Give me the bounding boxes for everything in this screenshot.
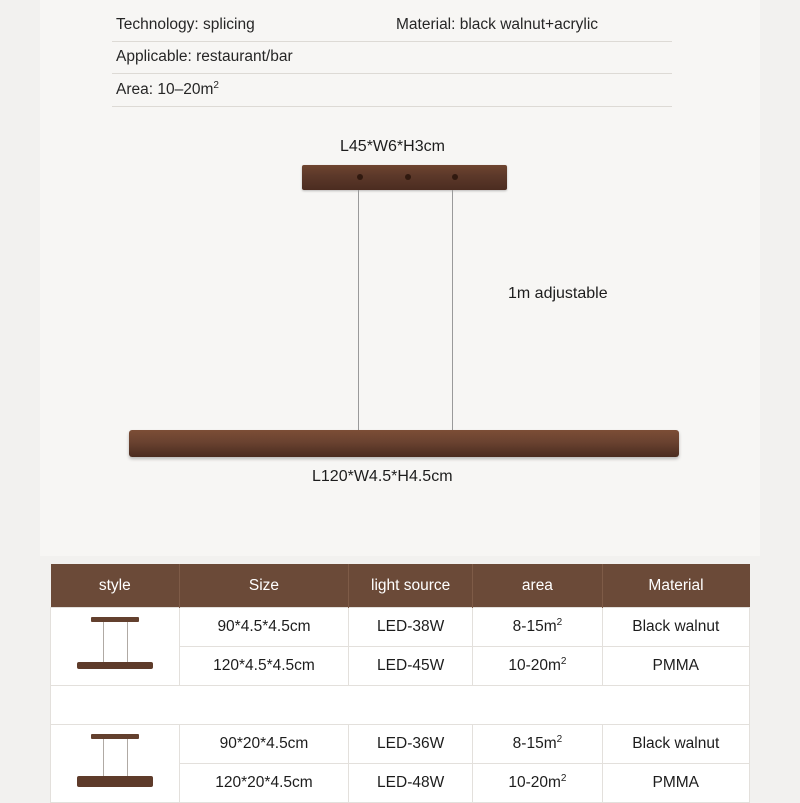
canopy-screw-icon bbox=[452, 174, 458, 180]
header-size: Size bbox=[180, 564, 349, 608]
spec-light-source bbox=[392, 42, 672, 74]
cell-area bbox=[473, 647, 602, 686]
cell-area-text: 10-20m bbox=[508, 657, 561, 675]
cell-area bbox=[473, 764, 602, 803]
cell-area-text: 10-20m bbox=[508, 774, 561, 792]
cell-light-source: LED-38W bbox=[348, 608, 472, 647]
variant-table-wrapper bbox=[50, 564, 750, 803]
cell-area-text: 8-15m bbox=[512, 618, 557, 636]
cell-area-superscript: 2 bbox=[556, 617, 563, 629]
table-row bbox=[51, 725, 750, 764]
header-material: Material bbox=[602, 564, 750, 608]
canopy-dimension-label: L45*W6*H3cm bbox=[340, 138, 445, 155]
spec-row bbox=[112, 74, 672, 107]
cell-size: 120*4.5*4.5cm bbox=[180, 647, 349, 686]
thumb-wire bbox=[103, 622, 104, 662]
variant-table-head bbox=[51, 564, 750, 608]
cell-area-text: 8-15m bbox=[512, 735, 557, 753]
canopy-mount bbox=[302, 165, 507, 190]
wide-linear-pendant-icon bbox=[57, 726, 173, 802]
cell-light-source: LED-48W bbox=[348, 764, 472, 803]
thumb-canopy bbox=[91, 734, 139, 739]
bar-dimension-label: L120*W4.5*H4.5cm bbox=[312, 468, 453, 485]
suspension-wire bbox=[452, 190, 453, 430]
cell-area bbox=[473, 608, 602, 647]
cell-material: PMMA bbox=[602, 647, 750, 686]
light-bar-body bbox=[129, 430, 679, 457]
thumb-bar bbox=[77, 662, 153, 669]
cell-size: 90*20*4.5cm bbox=[180, 725, 349, 764]
drop-height-label: 1m adjustable bbox=[508, 285, 608, 302]
table-header-row bbox=[51, 564, 750, 608]
table-row bbox=[51, 608, 750, 647]
spec-area-text: Area: 10–20m bbox=[116, 81, 214, 99]
header-light-source: light source bbox=[348, 564, 472, 608]
variant-table-body bbox=[51, 608, 750, 803]
canopy-screw-icon bbox=[405, 174, 411, 180]
thumb-canopy bbox=[91, 617, 139, 622]
variant-table bbox=[50, 564, 750, 803]
divider-cell bbox=[51, 686, 750, 725]
canopy-screw-icon bbox=[357, 174, 363, 180]
spec-applicable: Applicable: restaurant/bar bbox=[112, 42, 392, 74]
variant-thumbnail-cell bbox=[51, 725, 180, 803]
header-area: area bbox=[473, 564, 602, 608]
cell-area-superscript: 2 bbox=[556, 734, 563, 746]
cell-light-source: LED-36W bbox=[348, 725, 472, 764]
spec-material: Material: black walnut+acrylic bbox=[392, 10, 672, 42]
cell-area-superscript: 2 bbox=[560, 773, 567, 785]
cell-area-superscript: 2 bbox=[560, 656, 567, 668]
spec-empty bbox=[392, 74, 672, 107]
cell-light-source: LED-45W bbox=[348, 647, 472, 686]
header-style: style bbox=[51, 564, 180, 608]
thumb-wire bbox=[127, 622, 128, 662]
cell-size: 120*20*4.5cm bbox=[180, 764, 349, 803]
product-illustration-panel bbox=[40, 0, 760, 556]
spec-area-superscript: 2 bbox=[213, 80, 219, 91]
spec-technology: Technology: splicing bbox=[112, 10, 392, 42]
spec-row bbox=[112, 10, 672, 42]
cell-size: 90*4.5*4.5cm bbox=[180, 608, 349, 647]
spec-row bbox=[112, 42, 672, 74]
cell-material: Black walnut bbox=[602, 608, 750, 647]
suspension-wire bbox=[358, 190, 359, 430]
table-group-divider bbox=[51, 686, 750, 725]
thumb-bar bbox=[77, 776, 153, 787]
cell-material: PMMA bbox=[602, 764, 750, 803]
top-spec-table bbox=[112, 10, 672, 107]
thumb-wire bbox=[127, 739, 128, 779]
thumb-wire bbox=[103, 739, 104, 779]
variant-thumbnail-cell bbox=[51, 608, 180, 686]
slim-linear-pendant-icon bbox=[57, 609, 173, 685]
cell-area bbox=[473, 725, 602, 764]
lamp-drawing bbox=[40, 120, 760, 540]
spec-area bbox=[112, 74, 392, 107]
cell-material: Black walnut bbox=[602, 725, 750, 764]
